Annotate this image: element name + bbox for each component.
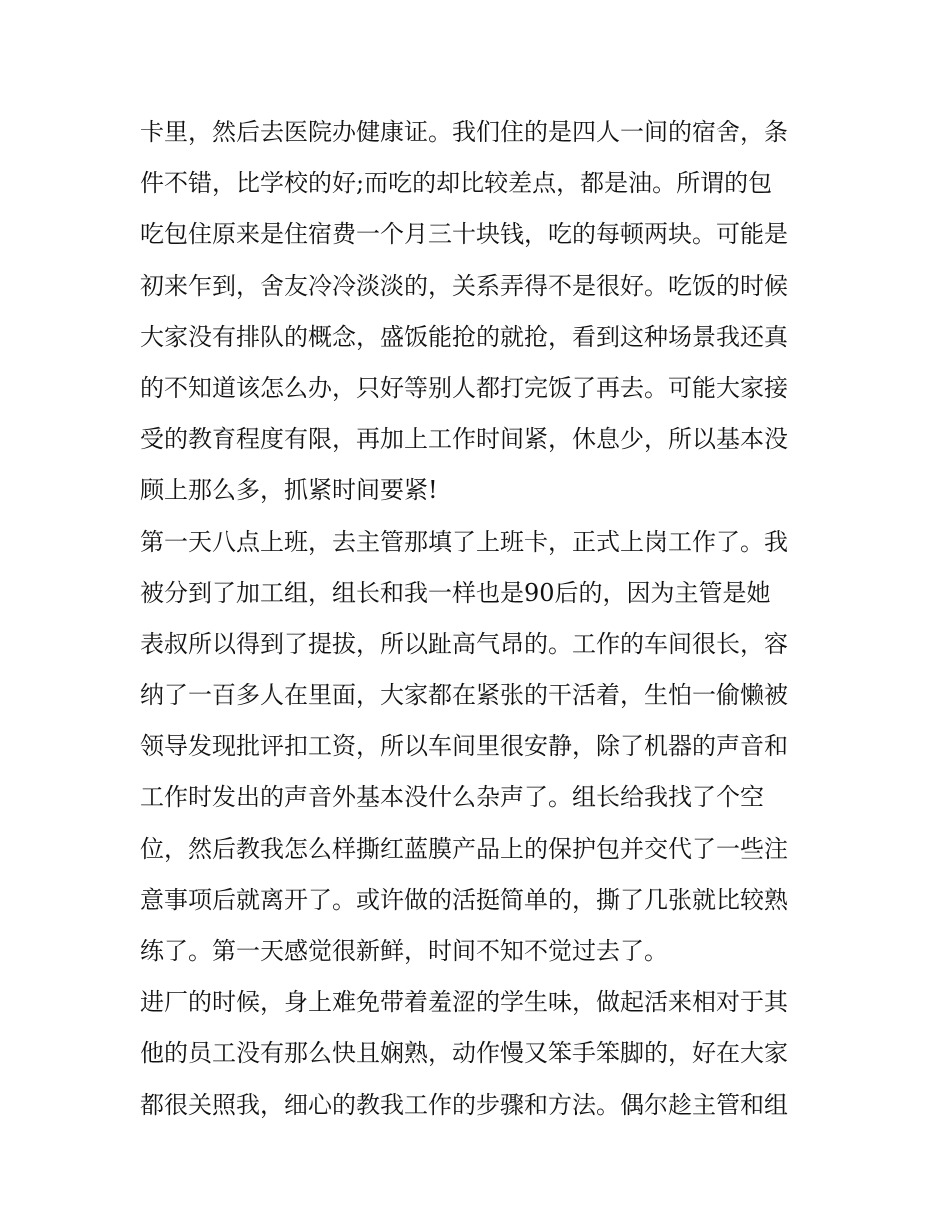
text-line: 件不错，比学校的好;而吃的却比较差点，都是油。所谓的包 (140, 169, 773, 198)
text-line: 表叔所以得到了提拔，所以趾高气昂的。工作的车间很长，容 (140, 629, 788, 658)
text-line: 被分到了加工组，组长和我一样也是90后的，因为主管是她 (140, 578, 771, 607)
text-line: 第一天八点上班，去主管那填了上班卡，正式上岗工作了。我 (140, 527, 788, 556)
text-line: 初来乍到，舍友冷冷淡淡的，关系弄得不是很好。吃饭的时候 (140, 271, 788, 300)
text-line: 顾上那么多，抓紧时间要紧! (140, 476, 438, 505)
text-line: 吃包住原来是住宿费一个月三十块钱，吃的每顿两块。可能是 (140, 220, 788, 249)
text-line: 进厂的时候，身上难免带着羞涩的学生味，做起活来相对于其 (140, 988, 788, 1017)
text-line: 大家没有排队的概念，盛饭能抢的就抢，看到这种场景我还真 (140, 322, 788, 351)
text-line: 的不知道该怎么办，只好等别人都打完饭了再去。可能大家接 (140, 373, 788, 402)
text-line: 工作时发出的声音外基本没什么杂声了。组长给我找了个空 (140, 783, 764, 812)
text-line: 都很关照我，细心的教我工作的步骤和方法。偶尔趁主管和组 (140, 1090, 788, 1119)
text-line: 纳了一百多人在里面，大家都在紧张的干活着，生怕一偷懒被 (140, 681, 788, 710)
text-line: 意事项后就离开了。或许做的活挺简单的，撕了几张就比较熟 (140, 885, 788, 914)
body-text (140, 107, 820, 1131)
text-line: 他的员工没有那么快且娴熟，动作慢又笨手笨脚的，好在大家 (140, 1039, 788, 1068)
text-line: 受的教育程度有限，再加上工作时间紧，休息少，所以基本没 (140, 425, 788, 454)
text-line: 位，然后教我怎么样撕红蓝膜产品上的保护包并交代了一些注 (140, 834, 788, 863)
text-line: 练了。第一天感觉很新鲜，时间不知不觉过去了。 (140, 937, 668, 965)
text-line: 领导发现批评扣工资，所以车间里很安静，除了机器的声音和 (140, 732, 788, 761)
text-line: 卡里，然后去医院办健康证。我们住的是四人一间的宿舍，条 (140, 118, 788, 146)
